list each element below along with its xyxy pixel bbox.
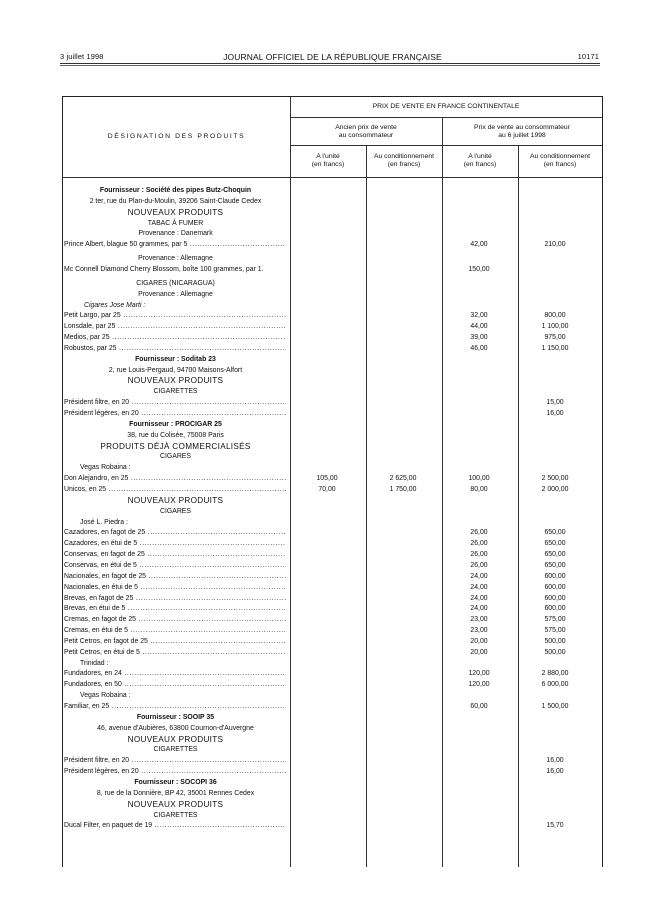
section-line [62, 366, 602, 376]
brand-heading [62, 691, 602, 701]
prix-unite: 26,00 [470, 540, 488, 548]
ancien-prix-unite: 70,00 [318, 485, 336, 493]
header-ancien-line2: au consommateur [338, 132, 394, 139]
prix-conditionnement: 500,00 [544, 648, 566, 656]
section-line [62, 724, 602, 734]
row-text: Vegas Robaina : [80, 692, 131, 700]
product-name: Medios, par 25 ..... [64, 333, 286, 343]
section-line [62, 387, 602, 397]
ancien-prix-conditionnement: 1 750,00 [389, 485, 417, 493]
table-row [62, 322, 602, 332]
prix-conditionnement: 575,00 [544, 616, 566, 624]
prix-conditionnement: 600,00 [544, 583, 566, 591]
section-line [62, 745, 602, 755]
row-text: Fournisseur : Soditab 23 [135, 355, 216, 363]
table-row [62, 756, 602, 766]
prix-conditionnement: 600,00 [544, 605, 566, 613]
header-ancien-prix [290, 124, 442, 140]
product-name: Nacionales, en fagot de 25 ..... [64, 572, 286, 582]
header-rule-bottom [63, 177, 602, 178]
prix-unite: 42,00 [470, 241, 488, 249]
prix-unite: 26,00 [470, 561, 488, 569]
supplier-heading [62, 713, 602, 723]
product-name: Lonsdale, par 25 ..... [64, 322, 286, 332]
table-row [62, 474, 602, 484]
row-text: Cigares Jose Marti : [84, 301, 146, 309]
table-row [62, 409, 602, 419]
table-row [62, 767, 602, 777]
prix-unite: 26,00 [470, 529, 488, 537]
section-line [62, 254, 602, 264]
row-text: Fournisseur : PROCIGAR 25 [129, 420, 222, 428]
prix-conditionnement: 500,00 [544, 637, 566, 645]
table-row [62, 604, 602, 614]
table-row [62, 572, 602, 582]
table-row [62, 680, 602, 690]
prix-unite: 20,00 [470, 637, 488, 645]
row-text: Fournisseur : SOOIP 35 [136, 713, 215, 721]
prix-conditionnement: 650,00 [544, 540, 566, 548]
section-line [62, 431, 602, 441]
table-row [62, 550, 602, 560]
product-name: Cremas, en étui de 5 ..... [64, 626, 286, 636]
prix-conditionnement: 1 100,00 [541, 323, 569, 331]
prix-conditionnement: 975,00 [544, 334, 566, 341]
product-name: Robustos, par 25 ..... [64, 344, 286, 354]
product-name: Mc Connell Diamond Cherry Blossom, boîte 100 grammes, par 1. [64, 265, 264, 273]
supplier-heading [62, 355, 602, 365]
header-page-number: 10171 [577, 52, 599, 61]
table-row [62, 344, 602, 354]
prix-unite: 100,00 [468, 475, 490, 483]
table-row [62, 583, 602, 593]
product-name: Brevas, en fagot de 25 ..... [64, 594, 286, 604]
header-nouveau-line2: au 6 juillet 1998 [498, 132, 546, 139]
product-name: Président légères, en 20 ..... [64, 409, 286, 419]
header-cond-line2: (en francs) [543, 161, 577, 168]
row-text: Fournisseur : Société des pipes Butz-Choquin [99, 187, 252, 194]
product-name: Président filtre, en 20 ..... [64, 756, 286, 766]
category-heading [62, 735, 602, 745]
supplier-heading [62, 420, 602, 430]
section-line [62, 229, 602, 239]
product-name: Unicos, en 25 ..... [64, 485, 286, 495]
table-row [62, 615, 602, 625]
prix-conditionnement: 2 500,00 [541, 475, 569, 483]
supplier-heading [62, 778, 602, 788]
row-text: 8, rue de la Donnière, BP 42, 35001 Rennes Cedex [96, 789, 255, 797]
category-heading [62, 442, 602, 452]
header-cond-line2: (en francs) [387, 161, 421, 168]
row-text: Provenance : Allemagne [138, 255, 213, 263]
header-journal-title: JOURNAL OFFICIEL DE LA RÉPUBLIQUE FRANÇAISE [223, 52, 442, 62]
row-text: CIGARES [159, 453, 191, 461]
header-rule-thin [60, 65, 600, 66]
prix-unite: 60,00 [470, 703, 488, 710]
table-row [62, 626, 602, 636]
header-rule-sub [290, 145, 602, 146]
prix-unite: 32,00 [470, 312, 488, 320]
prix-unite: 120,00 [468, 670, 490, 678]
product-name: Petit Largo, par 25 ..... [64, 311, 286, 321]
table-row [62, 648, 602, 658]
table-row [62, 561, 602, 571]
prix-conditionnement: 15,00 [546, 399, 564, 407]
table-row [62, 669, 602, 679]
prix-unite: 23,00 [470, 616, 488, 624]
header-nouveau-unite [442, 153, 518, 169]
row-text: CIGARETTES [153, 388, 198, 396]
ancien-prix-unite: 105,00 [316, 475, 338, 483]
table-row [62, 539, 602, 549]
table-row [62, 528, 602, 538]
ancien-prix-conditionnement: 2 625,00 [389, 475, 417, 483]
row-text: CIGARES (NICARAGUA) [136, 279, 215, 287]
row-text: NOUVEAUX PRODUITS [127, 495, 224, 505]
header-unite-line1: A l'unité [316, 153, 340, 160]
product-name: Petit Cetros, en fagot de 25 ..... [64, 637, 286, 647]
row-text: 2, rue Louis-Pergaud, 94700 Maisons-Alfort [108, 366, 243, 374]
product-name: Brevas, en étui de 5 ..... [64, 604, 286, 614]
header-nouveau-line1: Prix de vente au consommateur [474, 124, 570, 131]
section-line [62, 279, 602, 289]
prix-conditionnement: 16,00 [546, 768, 564, 776]
row-text: 2 ter, rue du Plan-du-Moulin, 39206 Saint-Claude Cedex [89, 197, 262, 205]
prix-conditionnement: 16,00 [546, 410, 564, 417]
row-text: PRODUITS DÉJÀ COMMERCIALISÉS [100, 441, 251, 451]
table-row [62, 637, 602, 647]
brand-heading [62, 463, 602, 473]
section-line [62, 197, 602, 207]
row-text: Trinidad : [80, 659, 109, 667]
header-date: 3 juillet 1998 [60, 52, 104, 61]
header-rule [60, 63, 600, 64]
row-text: NOUVEAUX PRODUITS [127, 799, 224, 809]
header-unite-line2: (en francs) [311, 161, 345, 168]
prix-unite: 120,00 [468, 681, 490, 689]
prix-conditionnement: 600,00 [544, 594, 566, 602]
row-text: TABAC À FUMER [147, 219, 204, 227]
header-nouveau-conditionnement [518, 153, 602, 169]
prix-unite: 24,00 [470, 594, 488, 602]
row-text: CIGARETTES [153, 746, 198, 754]
row-text: Provenance : Allemagne [138, 290, 213, 298]
prix-conditionnement: 650,00 [544, 551, 566, 559]
table-row [62, 821, 602, 831]
table-row [62, 333, 602, 343]
category-heading [62, 800, 602, 810]
product-name: Petit Cetros, en étui de 5 ..... [64, 648, 286, 658]
row-text: Vegas Robaina : [80, 464, 131, 472]
table-row [62, 594, 602, 604]
prix-unite: 39,00 [470, 334, 488, 341]
header-unite-line2: (en francs) [463, 161, 497, 168]
row-text: CIGARETTES [153, 811, 198, 819]
header-prix-title: PRIX DE VENTE EN FRANCE CONTINENTALE [372, 103, 520, 110]
category-heading [62, 376, 602, 386]
product-name: Nacionales, en étui de 5 ..... [64, 583, 286, 593]
header-unite-line1: A l'unité [468, 153, 492, 160]
header-cond-line1: Au conditionnement [373, 153, 435, 160]
row-text: NOUVEAUX PRODUITS [127, 376, 224, 386]
header-ancien-line1: Ancien prix de vente [335, 124, 397, 131]
table-row [62, 311, 602, 321]
prix-conditionnement: 650,00 [544, 561, 566, 569]
table-row [62, 265, 602, 275]
row-text: Provenance : Danemark [138, 230, 213, 238]
product-name: Président légères, en 20 ..... [64, 767, 286, 777]
table-row [62, 702, 602, 712]
header-nouveau-prix [442, 124, 602, 140]
prix-conditionnement: 16,00 [546, 757, 564, 765]
row-text: José L. Piedra : [80, 518, 128, 526]
row-text: NOUVEAUX PRODUITS [127, 734, 224, 744]
section-line [62, 789, 602, 799]
product-name: Conservas, en étui de 5 ..... [64, 561, 286, 571]
header-ancien-conditionnement [366, 153, 442, 169]
prix-conditionnement: 2 000,00 [541, 485, 569, 493]
table-row [62, 240, 602, 250]
prix-unite: 24,00 [470, 572, 488, 580]
prix-conditionnement: 650,00 [544, 529, 566, 537]
prix-unite: 23,00 [470, 627, 488, 634]
prix-unite: 20,00 [470, 648, 488, 656]
prix-unite: 44,00 [470, 323, 488, 331]
prix-conditionnement: 575,00 [544, 627, 566, 634]
prix-unite: 46,00 [470, 344, 488, 352]
product-name: Cremas, en fagot de 25 ..... [64, 615, 286, 625]
header-ancien-unite [290, 153, 366, 169]
brand-heading [62, 301, 602, 311]
product-name: Président filtre, en 20 ..... [64, 398, 286, 408]
product-name: Cazadores, en étui de 5 ..... [64, 539, 286, 549]
prix-conditionnement: 600,00 [544, 572, 566, 580]
product-name: Conservas, en fagot de 25 ..... [64, 550, 286, 560]
section-line [62, 811, 602, 821]
table-row [62, 485, 602, 495]
section-line [62, 219, 602, 229]
section-line [62, 290, 602, 300]
header-designation: DÉSIGNATION DES PRODUITS [107, 133, 246, 140]
brand-heading [62, 659, 602, 669]
brand-heading [62, 518, 602, 528]
row-text: CIGARES [159, 507, 191, 515]
table-row [62, 398, 602, 408]
prix-conditionnement: 15,70 [546, 822, 564, 830]
prix-unite: 80,00 [470, 485, 488, 493]
prix-conditionnement: 6 000,00 [541, 681, 569, 689]
prix-conditionnement: 2 880,00 [541, 670, 569, 678]
prix-conditionnement: 1 150,00 [541, 344, 569, 352]
prix-unite: 150,00 [468, 265, 490, 273]
section-line [62, 507, 602, 517]
row-text: 46, avenue d'Aubières, 63800 Cournon-d'Auvergne [97, 724, 254, 732]
prix-conditionnement: 1 500,00 [541, 703, 569, 710]
product-name: Ducal Filter, en paquet de 19 ..... [64, 821, 286, 831]
product-name: Fundadores, en 24 ..... [64, 669, 286, 679]
category-heading [62, 208, 602, 218]
header-rule-prix [290, 117, 602, 118]
product-name: Don Alejandro, en 25 ..... [64, 474, 286, 484]
product-name: Cazadores, en fagot de 25 ..... [64, 528, 286, 538]
prix-unite: 26,00 [470, 551, 488, 559]
category-heading [62, 496, 602, 506]
prix-conditionnement: 800,00 [544, 312, 566, 320]
row-text: 38, rue du Colisée, 75008 Paris [127, 431, 224, 439]
product-name: Prince Albert, blague 50 grammes, par 5 ..... [64, 240, 286, 250]
product-name: Fundadores, en 50 ..... [64, 680, 286, 690]
section-line [62, 452, 602, 462]
row-text: Fournisseur : SOCOPI 36 [134, 778, 217, 786]
product-name: Familiar, en 25 ..... [64, 702, 286, 712]
row-text: NOUVEAUX PRODUITS [127, 207, 224, 217]
prix-unite: 24,00 [470, 583, 488, 591]
prix-unite: 24,00 [470, 605, 488, 613]
header-cond-line1: Au conditionnement [529, 153, 591, 160]
supplier-heading [62, 186, 602, 196]
prix-conditionnement: 210,00 [544, 241, 566, 249]
